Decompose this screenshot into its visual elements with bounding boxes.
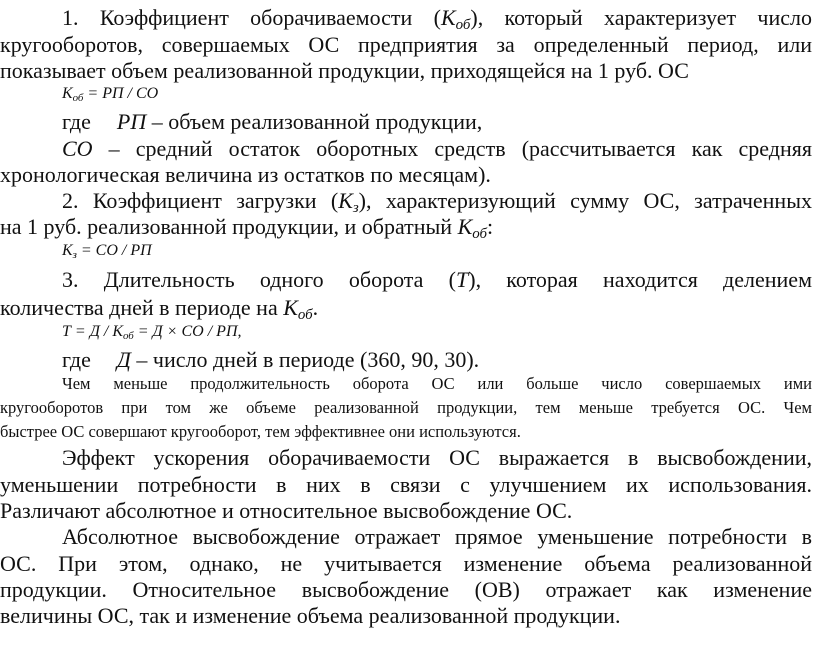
p3-line2: количества дней в периоде на $К_{об}$. [0, 295, 319, 324]
p2-line1: 2. Коэффициент загрузки $(К_з)$, характеризующий сумму ОС, затраченных [62, 188, 812, 217]
p1-line2: кругооборотов, совершаемых ОС предприятия за определенный период, или [0, 32, 812, 57]
p4-line3: быстрее ОС совершают кругооборот, тем эффективнее они используются. [0, 422, 521, 441]
p6-line2: ОС. При этом, однако, не учитывается изменение объема реализованной [0, 551, 812, 576]
formula-t: $Т = Д / К_{об} = Д$ × СО / РП, [62, 323, 242, 343]
formula-k-z: $К_з$ = СО / РП [62, 242, 152, 262]
p6-line3: продукции. Относительное высвобождение (ОВ) отражает как изменение [0, 577, 812, 602]
p1-where-rp: где РП – объем реализованной продукции, [62, 109, 483, 134]
p4-line2: кругооборотов при том же объеме реализованной продукции, тем меньше требуется ОС. Чем [0, 398, 812, 417]
p4-line1: Чем меньше продолжительность оборота ОС или больше число совершаемых ими [62, 374, 812, 393]
p1-where-co: СО – средний остаток оборотных средств (рассчитывается как средняя [62, 136, 812, 161]
p6-line4: величины ОС, так и изменение объема реализованной продукции. [0, 603, 621, 628]
p6-line1: Абсолютное высвобождение отражает прямое уменьшение потребности в [62, 524, 812, 549]
p3-where-d: где Д – число дней в периоде (360, 90, 30). [62, 347, 480, 372]
p5-line1: Эффект ускорения оборачиваемости ОС выражается в высвобождении, [62, 445, 812, 470]
p1-line3: показывает объем реализованной продукции, приходящейся на 1 руб. ОС [0, 58, 689, 83]
p3-line1: 3. Длительность одного оборота (Т), которая находится делением [62, 267, 812, 292]
formula-k-ob: $К_{об}$ = РП / СО [62, 85, 159, 105]
p5-line3: Различают абсолютное и относительное высвобождение ОС. [0, 498, 573, 523]
p5-line2: уменьшении потребности в них в связи с улучшением их использования. [0, 472, 812, 497]
p1-where-co-cont: хронологическая величина из остатков по месяцам). [0, 162, 491, 187]
p1-line1: 1. Коэффициент оборачиваемости $(К_{об})$, который характеризует число [62, 5, 812, 34]
p2-line2: на 1 руб. реализованной продукции, и обратный $К_{об}$: [0, 214, 494, 243]
